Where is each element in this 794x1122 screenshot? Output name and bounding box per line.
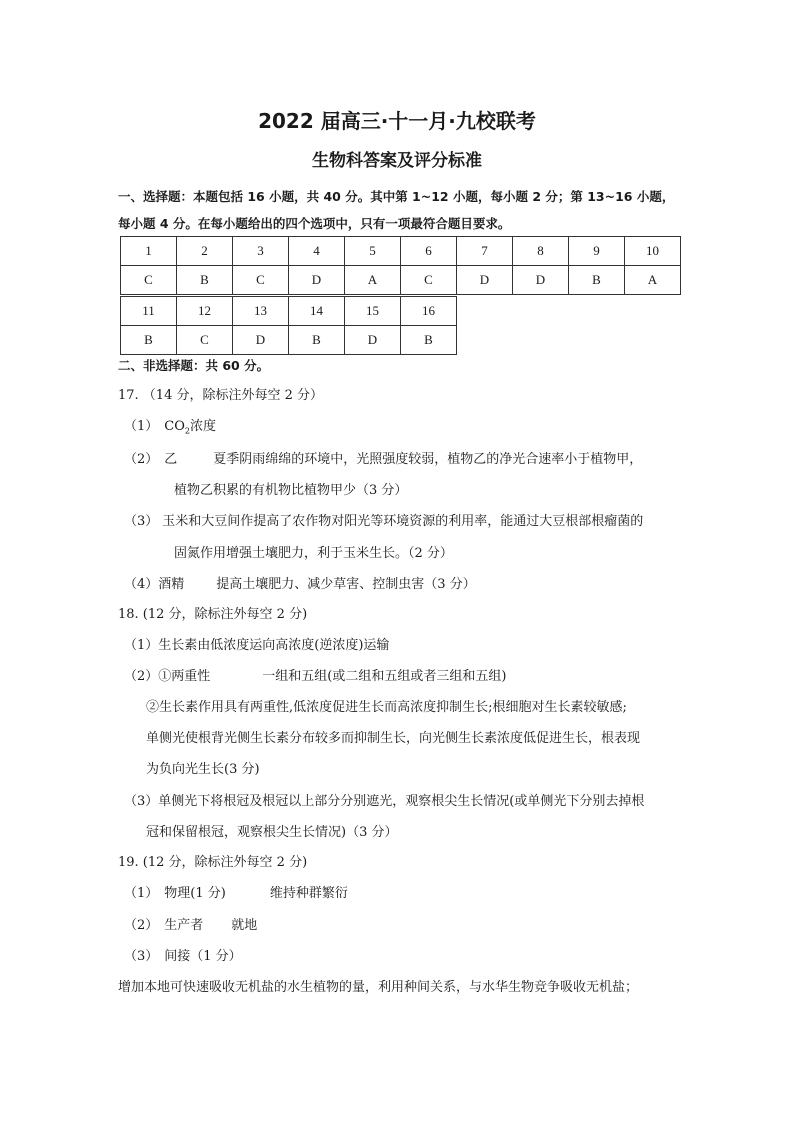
q18-answer-2-line2: ②生长素作用具有两重性,低浓度促进生长而高浓度抑制生长;根细胞对生长素较敏感; (146, 700, 627, 715)
answer-cell: D (289, 266, 345, 295)
question-number-cell: 16 (401, 297, 457, 326)
q17-2-number: （2） (124, 452, 159, 467)
q17-4-part2: 提高土壤肥力、减少草害、控制虫害（3 分） (216, 577, 476, 592)
q17-answer-2-cont: 植物乙积累的有机物比植物甲少（3 分） (174, 483, 408, 498)
answer-cell: C (401, 266, 457, 295)
question-number-cell: 14 (289, 297, 345, 326)
question-number-row (121, 237, 681, 266)
answer-cell: A (345, 266, 401, 295)
answer-cell: C (233, 266, 289, 295)
answer-table-row1 (120, 236, 681, 295)
q17-4-number: （4） (124, 577, 159, 592)
q18-2-number: （2） (124, 669, 159, 684)
answer-table-row2 (120, 296, 457, 355)
q17-1-suffix: 浓度 (189, 419, 216, 434)
q19-answer-3-detail: 增加本地可快速吸收无机盐的水生植物的量，利用种间关系，与水华生物竞争吸收无机盐； (118, 980, 639, 995)
q19-1-part2: 维持种群繁衍 (269, 886, 348, 901)
q17-answer-3-cont: 固氮作用增强土壤肥力，利于玉米生长。（2 分） (174, 546, 453, 561)
question-number-cell: 15 (345, 297, 401, 326)
question-number-cell: 11 (121, 297, 177, 326)
answer-cell: A (625, 266, 681, 295)
answer-cell: D (513, 266, 569, 295)
q19-2-part2: 就地 (231, 918, 258, 933)
q17-2-part1: 乙 (164, 452, 178, 467)
section1-instructions-line1: 一、选择题：本题包括 16 小题，共 40 分。其中第 1~12 小题，每小题 2 分；第 13~16 小题， (118, 189, 675, 204)
q19-answer-2 (124, 916, 257, 936)
q17-heading: 17. （14 分，除标注外每空 2 分） (118, 388, 324, 403)
q18-answer-1: （1）生长素由低浓度运向高浓度(逆浓度)运输 (124, 638, 390, 653)
answer-row (121, 326, 457, 355)
q18-answer-3-cont: 冠和保留根冠，观察根尖生长情况)（3 分） (146, 825, 398, 840)
q17-1-number: （1） (124, 419, 159, 434)
q18-2-part1: ①两重性 (158, 669, 211, 684)
question-number-cell: 5 (345, 237, 401, 266)
section1-instructions-line2: 每小题 4 分。在每小题给出的四个选项中，只有一项最符合题目要求。 (118, 216, 511, 231)
answer-cell: D (457, 266, 513, 295)
exam-subtitle: 生物科答案及评分标准 (312, 151, 482, 171)
q18-2-part2: 一组和五组(或二组和五组或者三组和五组) (262, 669, 507, 684)
answer-cell: C (121, 266, 177, 295)
q17-1-co2-text: CO (164, 419, 185, 434)
q17-4-part1: 酒精 (158, 577, 185, 592)
answer-cell: C (177, 326, 233, 355)
question-number-cell: 12 (177, 297, 233, 326)
question-number-cell: 2 (177, 237, 233, 266)
answer-cell: B (289, 326, 345, 355)
q19-heading: 19. (12 分，除标注外每空 2 分) (118, 855, 308, 870)
answer-cell: B (569, 266, 625, 295)
exam-title: 2022 届高三·十一月·九校联考 (258, 109, 536, 133)
q17-1-co2-subscript: 2 (184, 426, 190, 436)
q18-answer-2-line4: 为负向光生长(3 分) (146, 762, 260, 777)
answer-cell: B (177, 266, 233, 295)
answer-cell: D (233, 326, 289, 355)
q17-3-number: （3） (124, 514, 159, 529)
q18-answer-3: （3）单侧光下将根冠及根冠以上部分分别遮光，观察根尖生长情况(或单侧光下分别去掉根 (124, 794, 645, 809)
question-number-cell: 1 (121, 237, 177, 266)
q19-answer-1 (124, 884, 348, 904)
q17-answer-3 (124, 512, 643, 532)
q19-3-number: （3） (124, 949, 159, 964)
q19-3-text: 间接（1 分） (164, 949, 242, 964)
answer-cell: B (401, 326, 457, 355)
question-number-cell: 4 (289, 237, 345, 266)
q19-1-part1: 物理(1 分) (164, 886, 226, 901)
q18-heading: 18. (12 分，除标注外每空 2 分) (118, 607, 308, 622)
section2-heading: 二、非选择题：共 60 分。 (118, 358, 270, 373)
question-number-cell: 13 (233, 297, 289, 326)
q19-2-number: （2） (124, 918, 159, 933)
answer-cell: B (121, 326, 177, 355)
answer-cell: D (345, 326, 401, 355)
q18-answer-2-line3: 单侧光使根背光侧生长素分布较多而抑制生长，向光侧生长素浓度低促进生长，根表现 (146, 731, 641, 746)
question-number-cell: 7 (457, 237, 513, 266)
q17-answer-2 (124, 450, 642, 470)
question-number-cell: 3 (233, 237, 289, 266)
q17-answer-4 (124, 575, 476, 595)
question-number-row (121, 297, 457, 326)
q17-3-text: 玉米和大豆间作提高了农作物对阳光等环境资源的利用率，能通过大豆根部根瘤菌的 (162, 514, 644, 529)
q18-answer-2 (124, 667, 506, 687)
q19-2-part1: 生产者 (164, 918, 204, 933)
answer-row (121, 266, 681, 295)
question-number-cell: 9 (569, 237, 625, 266)
q19-answer-3 (124, 947, 242, 967)
q17-2-part2: 夏季阴雨绵绵的环境中，光照强度较弱，植物乙的净光合速率小于植物甲， (213, 452, 643, 467)
q19-1-number: （1） (124, 886, 159, 901)
question-number-cell: 8 (513, 237, 569, 266)
question-number-cell: 6 (401, 237, 457, 266)
q17-answer-1 (124, 417, 216, 442)
question-number-cell: 10 (625, 237, 681, 266)
